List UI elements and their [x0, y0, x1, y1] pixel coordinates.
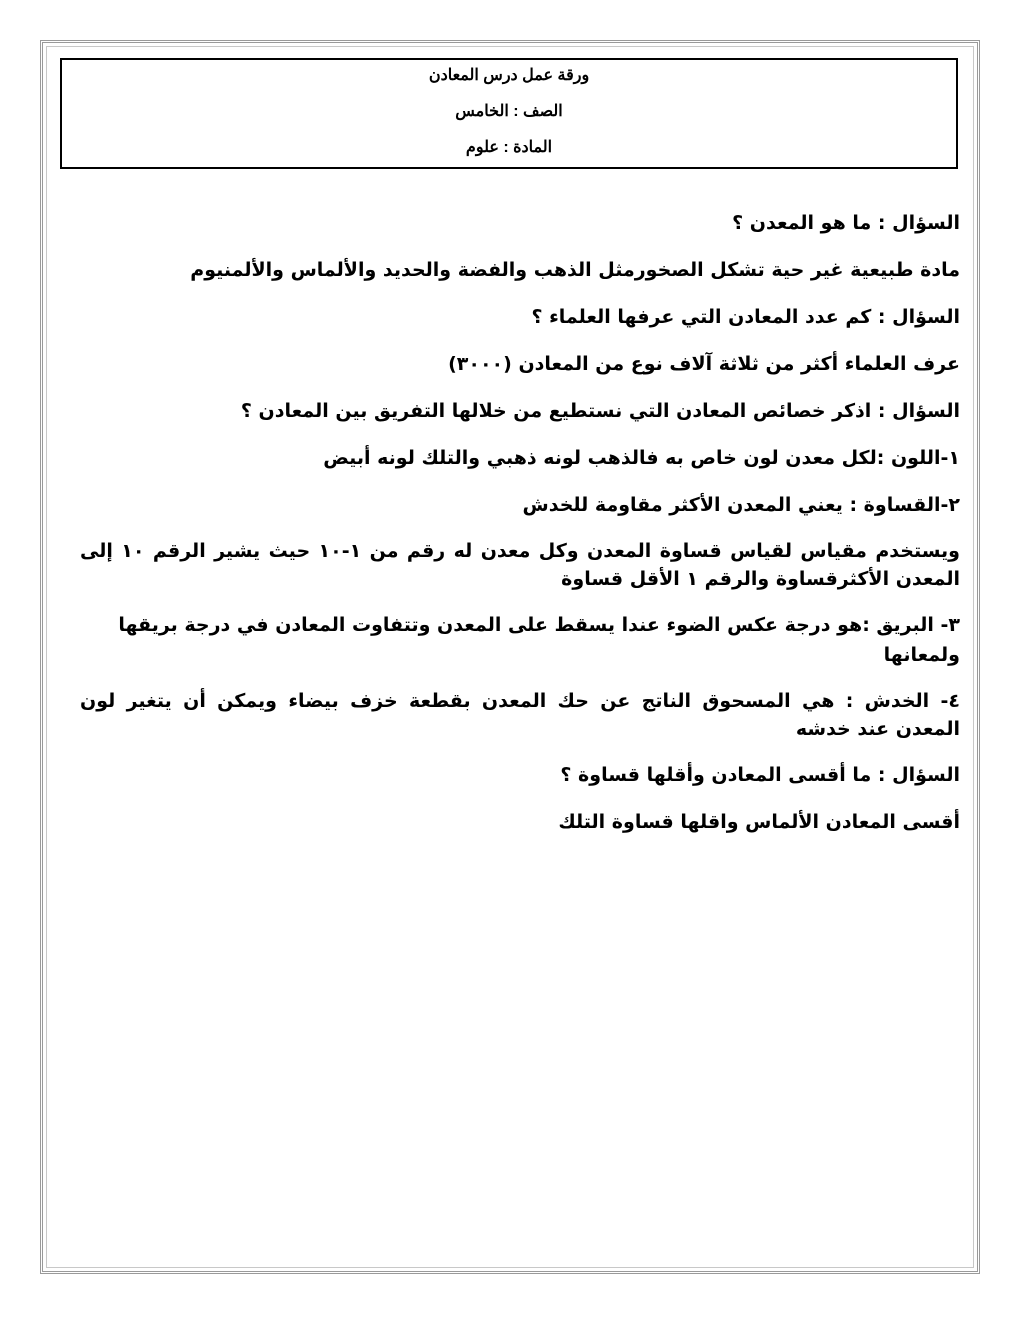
- answer-1: مادة طبيعية غير حية تشكل الصخورمثل الذهب والفضة والحديد والألماس والألمنيوم: [190, 259, 960, 281]
- worksheet-body: [80, 208, 960, 854]
- hardness-detail: ويستخدم مقياس لقياس قساوة المعدن وكل معدن له رقم من ١-١٠ حيث يشير الرقم ١٠ إلى المعدن الأكثرقساوة والرقم ١ الأقل قساوة: [80, 540, 960, 590]
- answer-2: عرف العلماء أكثر من ثلاثة آلاف نوع من المعادن (٣٠٠٠): [448, 353, 960, 375]
- question-3: السؤال : اذكر خصائص المعادن التي نستطيع من خلالها التفريق بين المعادن ؟: [240, 400, 960, 422]
- worksheet-title: ورقة عمل درس المعادن: [428, 67, 590, 84]
- property-luster: ٣- البريق :هو درجة عكس الضوء عندا يسقط على المعدن وتتفاوت المعادن في درجة بريقها ولمعانها: [118, 614, 960, 666]
- question-1: السؤال : ما هو المعدن ؟: [732, 212, 960, 234]
- question-2: السؤال : كم عدد المعادن التي عرفها العلماء ؟: [531, 306, 960, 328]
- worksheet-header: [60, 58, 958, 169]
- grade-label: الصف : الخامس: [455, 103, 563, 120]
- property-streak: ٤- الخدش : هي المسحوق الناتج عن حك المعدن بقطعة خزف بيضاء ويمكن أن يتغير لون المعدن عند خدشه: [80, 690, 960, 740]
- property-color: ١-اللون :لكل معدن لون خاص به فالذهب لونه ذهبي والتلك لونه أبيض: [323, 447, 960, 469]
- subject-label: المادة : علوم: [465, 139, 553, 156]
- answer-4: أقسى المعادن الألماس واقلها قساوة التلك: [558, 811, 960, 833]
- property-hardness: ٢-القساوة : يعني المعدن الأكثر مقاومة للخدش: [522, 494, 960, 516]
- question-4: السؤال : ما أقسى المعادن وأقلها قساوة ؟: [560, 764, 960, 786]
